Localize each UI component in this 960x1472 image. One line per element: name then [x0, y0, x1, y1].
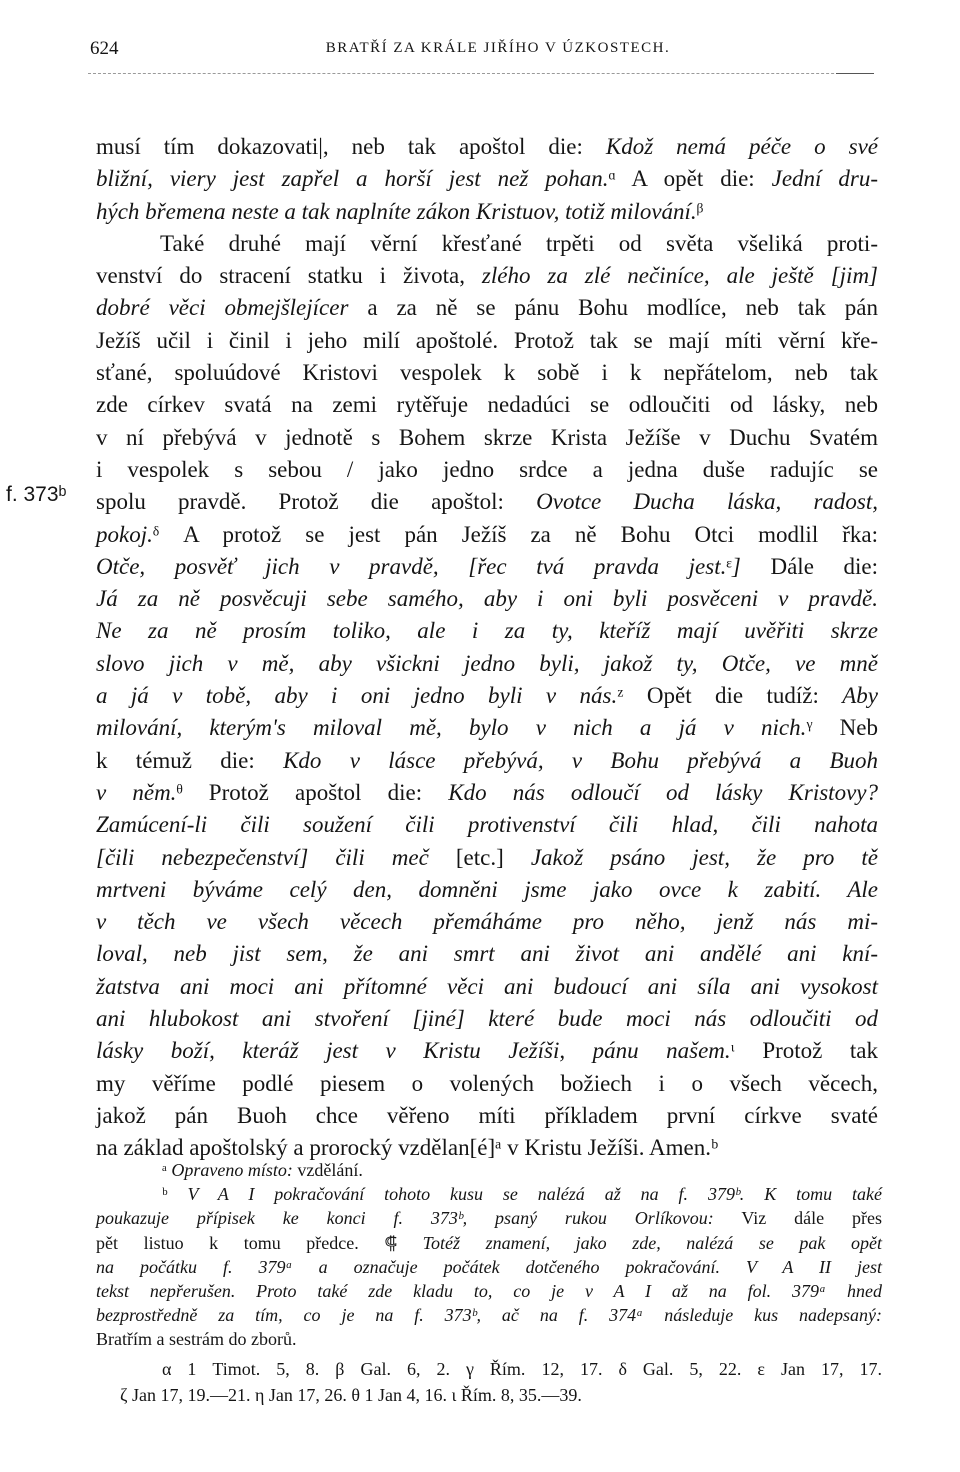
text-line: v něm.ᶿ Protož apoštol die: Kdo nás odloučí od lásky Kristovy?: [96, 779, 878, 805]
text-line: i vespolek s sebou / jako jedno srdce a jedna duše radujíc se: [96, 456, 878, 482]
text-line: musí tím dokazovati|, neb tak apoštol die: Kdož nemá péče o své: [96, 134, 878, 159]
text-line: Zamúcení-li čili soužení čili protivenství čili hlad, čili nahota: [96, 812, 878, 838]
text-line: k témuž die: Kdo v lásce přebývá, v Bohu přebývá a Buoh: [96, 747, 878, 773]
text-line: Také druhé mají věrní křesťané trpěti od světa všeliká proti-: [160, 230, 878, 256]
text-line: loval, neb jist sem, že ani smrt ani život ani andělé ani kní-: [96, 941, 878, 967]
footnote-line: ᵃ Opraveno místo: vzdělání.: [162, 1160, 363, 1180]
footnotes: [96, 1158, 882, 1352]
text-line: v těch ve všech věcech přemáháme pro něho, jenž nás mi-: [96, 909, 878, 935]
text-line: ani hlubokost ani stvoření [jiné] které bude moci nás odloučiti od: [96, 1006, 878, 1032]
footnote-line: na počátku f. 379ᵃ a označuje počátek dotčeného pokračování. V A II jest: [96, 1256, 882, 1277]
header-rule-end: [836, 73, 874, 74]
footnote-line: tekst nepřerušen. Proto také zde kladu to, co je v A I až na fol. 379ᵃ hned: [96, 1280, 882, 1301]
text-line: my věříme podlé piesem o volených božiech i o všech věcech,: [96, 1070, 878, 1096]
text-line: spolu pravdě. Protož die apoštol: Ovotce Ducha láska, radost,: [96, 489, 878, 515]
text-line: hých břemena neste a tak naplníte zákon Kristuov, totiž milování.ᵝ: [96, 198, 704, 224]
text-line: slovo jich v mě, aby všickni jedno byli, jakož ty, Otče, ve mně: [96, 650, 878, 676]
text-line: Já za ně posvěcuji sebe samého, aby i oni byli posvěceni v pravdě.: [96, 586, 878, 612]
text-line: pokoj.ᵟ A protož se jest pán Ježíš za ně Bohu Otci modlil řka:: [96, 521, 878, 547]
folio-margin-note: f. 373ᵇ: [6, 483, 67, 506]
text-line: v ní přebývá v jednotě s Bohem skrze Krista Ježíše v Duchu Svatém: [96, 424, 878, 450]
text-line: dobré věci obmejšlejícer a za ně se pánu Bohu modlíce, neb tak pán: [96, 295, 878, 321]
reference-line: ζ Jan 17, 19.—21. η Jan 17, 26. θ 1 Jan 4, 16. ι Řím. 8, 35.—39.: [120, 1384, 582, 1405]
footnote-line: ᵇ V A I pokračování tohoto kusu se nalézá až na f. 379ᵇ. K tomu také: [162, 1184, 882, 1205]
text-line: a já v tobě, aby i oni jedno byli v nás.ᶻ Opět die tudíž: Aby: [96, 683, 878, 709]
reference-line: α 1 Timot. 5, 8. β Gal. 6, 2. γ Řím. 12, 17. δ Gal. 5, 22. ε Jan 17, 17.: [162, 1358, 882, 1379]
header-rule: [88, 73, 874, 74]
text-line: venství do stracení statku i života, zlého za zlé nečiníce, ale ještě [jim]: [96, 263, 878, 289]
text-line: lásky boží, kteráž jest v Kristu Ježíši, pánu našem.ᶥ Protož tak: [96, 1038, 878, 1064]
page-number: 624: [90, 38, 119, 59]
text-line: jakož pán Buoh chce věřeno míti příkladem první církve svaté: [96, 1102, 878, 1128]
page-header: [90, 38, 876, 68]
scripture-references: [96, 1356, 882, 1408]
text-line: Ježíš učil i činil i jeho milí apoštolé. Protož tak se mají míti věrní kře-: [96, 327, 878, 353]
text-line: na základ apoštolský a prorocký vzdělan[é]ᵃ v Kristu Ježíši. Amen.ᵇ: [96, 1135, 719, 1161]
text-line: zde církev svatá na zemi rytěřuje nedadúci se odloučiti od lásky, neb: [96, 392, 878, 418]
footnote-line: poukazuje přípisek ke konci f. 373ᵇ, psaný rukou Orlíkovou: Viz dále přes: [96, 1208, 882, 1229]
text-line: milování, kterým's miloval mě, bylo v nich a já v nich.ᵞ Neb: [96, 715, 878, 741]
text-line: sťané, spoluúdové Kristovi vespolek k sobě i k nepřátelom, neb tak: [96, 360, 878, 386]
footnote-line: Bratřím a sestrám do zborů.: [96, 1329, 297, 1350]
footnote-line: pět listuo k tomu předce. ⸿ Totéž znamení, jako zde, nalézá se pak opět: [96, 1232, 882, 1253]
text-line: Ne za ně prosím toliko, ale i za ty, kteříž mají uvěřiti skrze: [96, 618, 878, 644]
footnotes-block: [96, 1158, 882, 1408]
text-line: žatstva ani moci ani přítomné věci ani budoucí ani síla ani vysokost: [96, 973, 878, 999]
text-line: bližní, viery jest zapřel a horší jest než pohan.ᵅ A opět die: Jední dru-: [96, 166, 878, 192]
running-head: BRATŘÍ ZA KRÁLE JIŘÍHO V ÚZKOSTECH.: [325, 40, 671, 56]
text-line: mrtveni býváme celý den, domněni jsme jako ovce k zabití. Ale: [96, 876, 878, 902]
footnote-line: bezprostředně za tím, co je na f. 373ᵇ, ač na f. 374ᵃ následuje kus nadepsaný:: [96, 1305, 882, 1326]
text-line: Otče, posvěť jich v pravdě, [řec tvá pravda jest.ᵋ] Dále die:: [96, 553, 878, 579]
text-line: [čili nebezpečenství] čili meč [etc.] Jakož psáno jest, že pro tě: [96, 844, 878, 870]
main-text: [96, 131, 878, 1165]
